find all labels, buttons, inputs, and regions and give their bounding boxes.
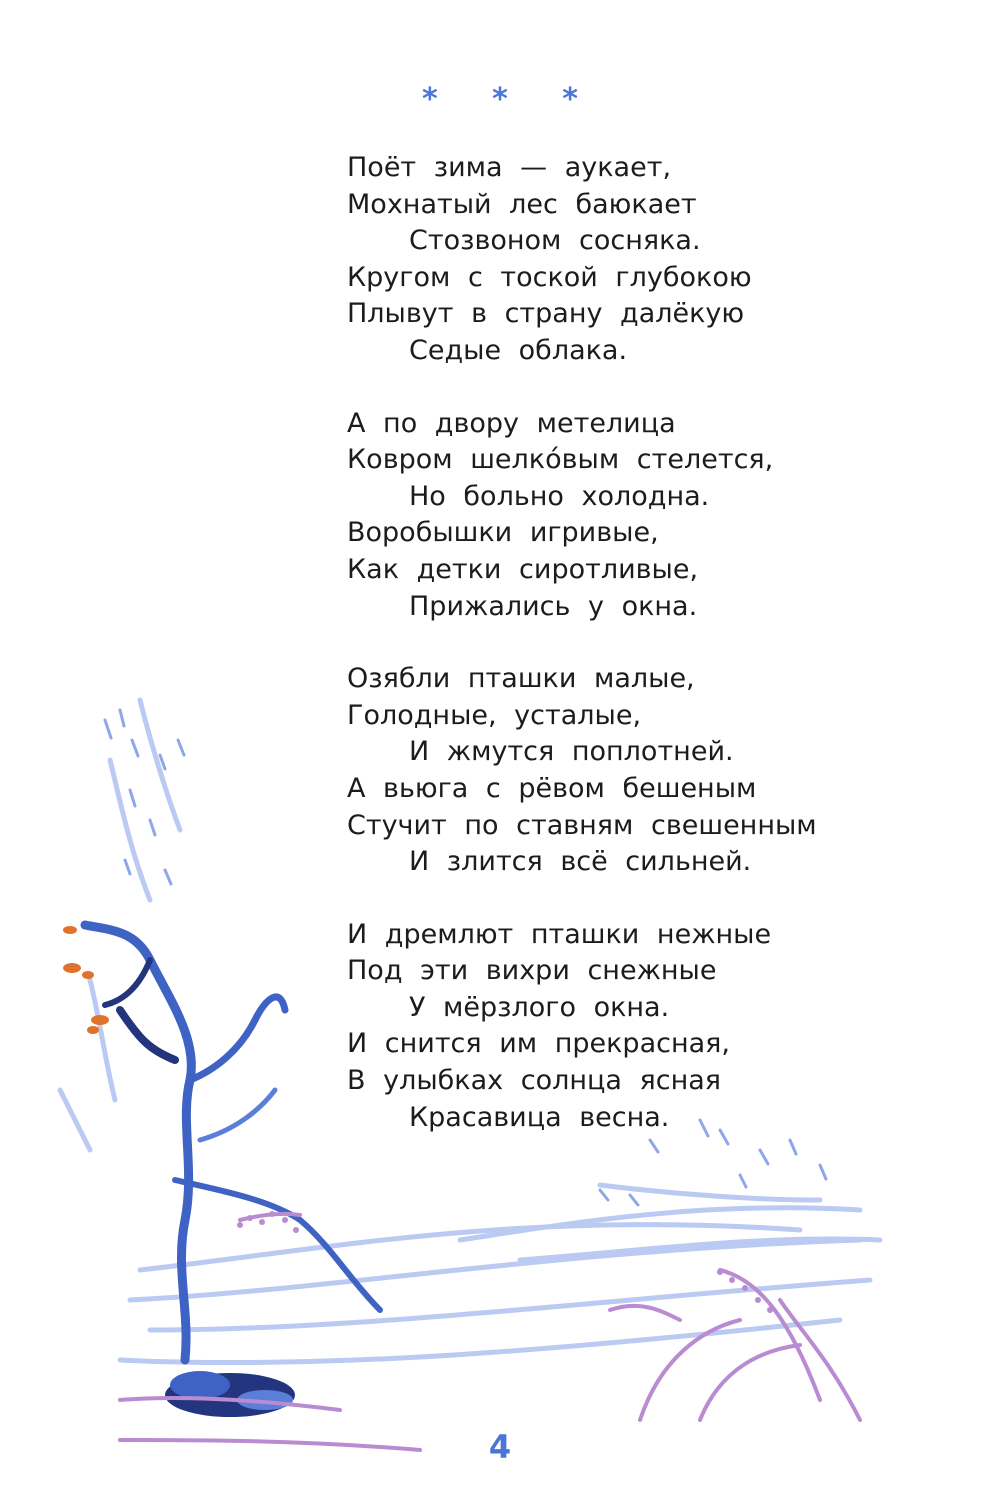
stanza-2 bbox=[347, 406, 947, 626]
tree-branches bbox=[85, 925, 380, 1360]
poem-line: Поёт зима — аукает, bbox=[347, 152, 672, 183]
poem-line: Но больно холодна. bbox=[409, 480, 710, 512]
poem-line: А вьюга с рёвом бешеным bbox=[347, 772, 757, 804]
poem-line: Седые облака. bbox=[409, 334, 628, 366]
poem-line: А по двору метелица bbox=[347, 407, 676, 439]
stanza-3 bbox=[347, 661, 947, 881]
poem-line: Мохнатый лес баюкает bbox=[347, 188, 697, 220]
poem-line: Красавица весна. bbox=[409, 1101, 670, 1133]
stanza-ornament: * * * bbox=[422, 82, 600, 117]
poem-line: И дремлют пташки нежные bbox=[347, 918, 772, 950]
poem-line: Стозвоном сосняка. bbox=[409, 225, 701, 257]
poem-line: Воробышки игривые, bbox=[347, 517, 659, 549]
orange-leaves bbox=[63, 926, 109, 1034]
poem-line: Плывут в страну далёкую bbox=[347, 298, 745, 330]
poem-line: В улыбках солнца ясная bbox=[347, 1065, 722, 1097]
poem-line: Как детки сиротливые, bbox=[347, 553, 699, 585]
poem-line: И жмутся поплотней. bbox=[409, 736, 734, 768]
page-number: 4 bbox=[488, 1428, 512, 1466]
poem-line: Прижались у окна. bbox=[409, 590, 698, 622]
stanza-1 bbox=[347, 150, 947, 370]
poem-line: Под эти вихри снежные bbox=[347, 955, 717, 987]
lilac-grass bbox=[120, 1214, 860, 1450]
poem-line: Голодные, усталые, bbox=[347, 699, 642, 731]
poem-line: Кругом с тоской глубокою bbox=[347, 261, 752, 293]
poem-line: У мёрзлого окна. bbox=[409, 991, 670, 1023]
poem-line: И снится им прекрасная, bbox=[347, 1028, 730, 1060]
poem-line: Озябли пташки малые, bbox=[347, 663, 695, 695]
poem-line: И злится всё сильней. bbox=[409, 846, 752, 878]
stanza-4 bbox=[347, 917, 947, 1137]
poem bbox=[347, 150, 947, 1172]
dark-bush bbox=[165, 1371, 295, 1417]
poem-line: Стучит по ставням свешенным bbox=[347, 809, 817, 841]
lilac-seeds bbox=[237, 1211, 773, 1313]
poem-line: Ковром шелко́вым стелется, bbox=[347, 444, 774, 476]
